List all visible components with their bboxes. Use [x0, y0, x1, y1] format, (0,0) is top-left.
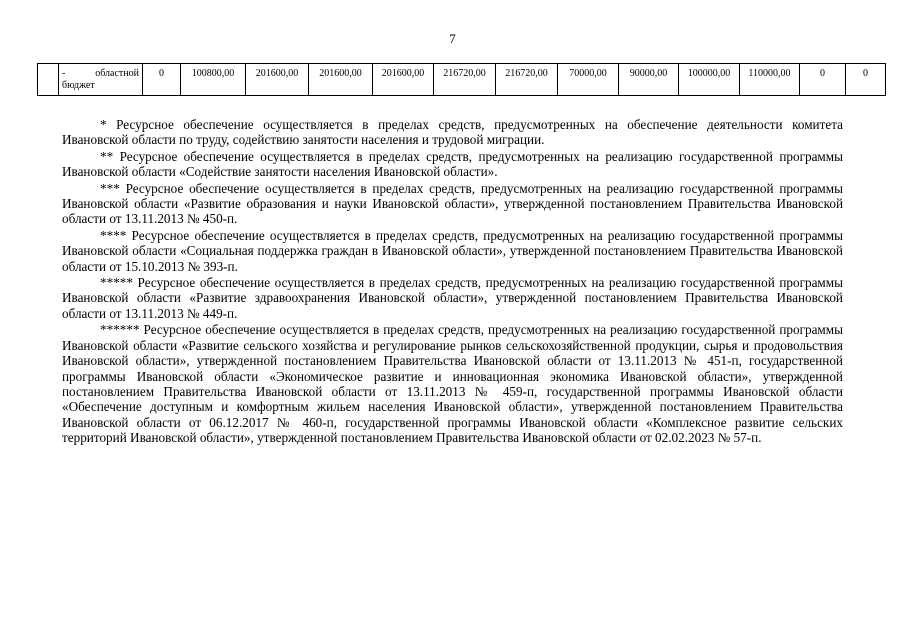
table-cell: 0: [143, 64, 181, 96]
table-cell-empty: [38, 64, 59, 96]
table-cell: 70000,00: [558, 64, 619, 96]
footnote-4: **** Ресурсное обеспечение осуществляется в пределах средств, предусмотренных на реализацию государственной программы Ивановской области «Социальная поддержка граждан в Ивановской области», утвержденной постановлением Правительства Ивановской области от 15.10.2013 № 393-п.: [62, 227, 843, 274]
table-cell: 216720,00: [496, 64, 558, 96]
table-cell: 0: [846, 64, 886, 96]
table-cell: 110000,00: [740, 64, 800, 96]
footnote-6: ****** Ресурсное обеспечение осуществляется в пределах средств, предусмотренных на реализацию государственной программы Ивановской области «Развитие сельского хозяйства и регулирование рынков сельскохозяйственной продукции, сырья и продовольствия Ивановской области», утвержденной постановлением Правительства Ивановской области от 13.11.2013 № 451-п, государственной программы Ивановской области «Экономическое развитие и инновационная экономика Ивановской области», утвержденной постановлением Правительства Ивановской области от 13.11.2013 № 459-п, государственной программы Ивановской области «Обеспечение доступным и комфортным жильем населения Ивановской области», утвержденной постановлением Правительства Ивановской области от 06.12.2017 № 460-п, государственной программы Ивановской области «Комплексное развитие сельских территорий Ивановской области», утвержденной постановлением Правительства Ивановской области от 02.02.2023 № 57-п.: [62, 322, 843, 446]
footnotes: [62, 117, 843, 447]
table-cell: 90000,00: [619, 64, 679, 96]
label-word-2: бюджет: [62, 80, 95, 91]
label-dash: -: [62, 68, 66, 79]
page-number: 7: [449, 31, 456, 46]
table-cell: 100800,00: [181, 64, 246, 96]
footnote-2: ** Ресурсное обеспечение осуществляется в пределах средств, предусмотренных на реализацию государственной программы Ивановской области «Содействие занятости населения Ивановской области».: [62, 148, 843, 180]
table-cell: 201600,00: [309, 64, 373, 96]
budget-table: [37, 63, 886, 96]
table-cell: 216720,00: [434, 64, 496, 96]
table-cell: 201600,00: [246, 64, 309, 96]
footnote-1: * Ресурсное обеспечение осуществляется в пределах средств, предусмотренных на обеспечение деятельности комитета Ивановской области по труду, содействию занятости населения и трудовой миграции.: [62, 117, 843, 148]
footnote-5: ***** Ресурсное обеспечение осуществляется в пределах средств, предусмотренных на реализацию государственной программы Ивановской области «Развитие здравоохранения Ивановской области», утвержденной постановлением Правительства Ивановской области от 13.11.2013 № 449-п.: [62, 275, 843, 321]
table-row: [38, 64, 886, 96]
table-cell: 100000,00: [679, 64, 740, 96]
table-cell: 201600,00: [373, 64, 434, 96]
footnote-3: *** Ресурсное обеспечение осуществляется в пределах средств, предусмотренных на реализацию государственной программы Ивановской области «Развитие образования и науки Ивановской области», утвержденной постановлением Правительства Ивановской области от 13.11.2013 № 450-п.: [62, 180, 843, 227]
label-word: областной: [95, 68, 139, 79]
table-cell-label: [59, 64, 143, 96]
table-cell: 0: [800, 64, 846, 96]
